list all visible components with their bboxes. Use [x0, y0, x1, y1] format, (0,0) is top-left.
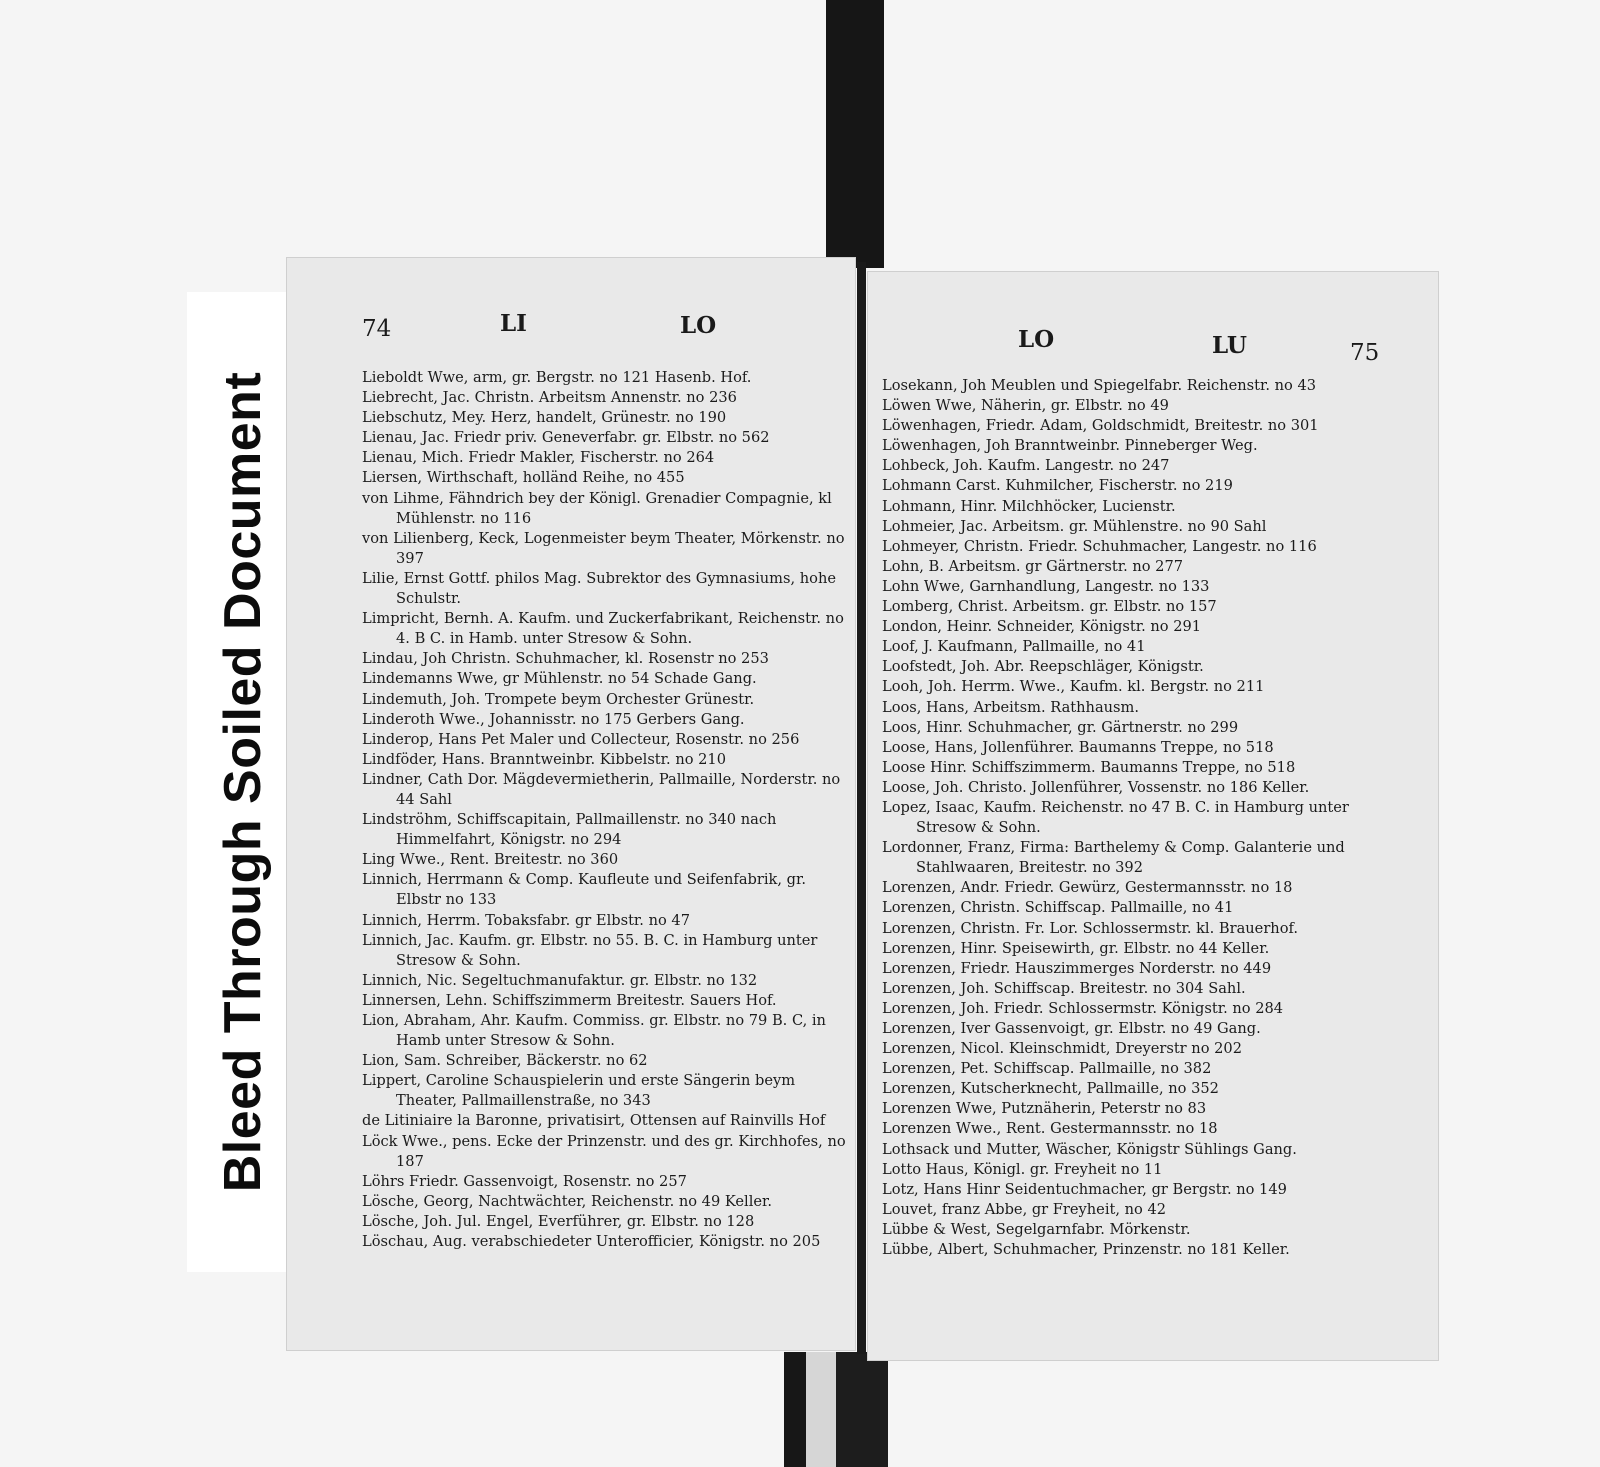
left-page-number: 74 [362, 316, 392, 342]
directory-entry: Lopez, Isaac, Kaufm. Reichenstr. no 47 B. C. in Hamburg unter Stresow & Sohn. [882, 798, 1349, 837]
directory-entry: Lindströhm, Schiffscapitain, Pallmaillenstr. no 340 nach Himmelfahrt, Königstr. no 294 [362, 811, 777, 849]
directory-entry: Losekann, Joh Meublen und Spiegelfabr. Reichenstr. no 43 [882, 377, 1317, 394]
directory-entry: Löwenhagen, Joh Branntweinbr. Pinneberger Weg. [882, 437, 1258, 455]
directory-entry: Löck Wwe., pens. Ecke der Prinzenstr. und des gr. Kirchhofes, no 187 [362, 1132, 846, 1170]
directory-entry: Lohbeck, Joh. Kaufm. Langestr. no 247 [882, 457, 1170, 475]
directory-entry: Lorenzen, Friedr. Hauszimmerges Norderstr. no 449 [882, 959, 1272, 977]
directory-entry: Lienau, Mich. Friedr Makler, Fischerstr. no 264 [362, 449, 715, 467]
directory-entry: Lorenzen, Kutscherknecht, Pallmaille, no 352 [882, 1080, 1219, 1098]
directory-entry: Loos, Hans, Arbeitsm. Rathhausm. [882, 698, 1140, 716]
directory-entry: Limpricht, Bernh. A. Kaufm. und Zuckerfabrikant, Reichenstr. no 4. B C. in Hamb. unter Stresow & Sohn. [362, 610, 844, 648]
left-header-right: LO [680, 312, 717, 339]
directory-entry: London, Heinr. Schneider, Königstr. no 291 [882, 618, 1202, 636]
directory-entry: Lotz, Hans Hinr Seidentuchmacher, gr Bergstr. no 149 [882, 1180, 1287, 1198]
book-gutter [857, 262, 866, 1354]
directory-entry: Lindau, Joh Christn. Schuhmacher, kl. Rosenstr no 253 [362, 650, 769, 668]
directory-entry: Lomberg, Christ. Arbeitsm. gr. Elbstr. no 157 [882, 598, 1217, 616]
directory-entry: Linnich, Jac. Kaufm. gr. Elbstr. no 55. B. C. in Hamburg unter Stresow & Sohn. [362, 931, 818, 969]
directory-entry: Ling Wwe., Rent. Breitestr. no 360 [362, 851, 619, 869]
directory-entry: Lohn, B. Arbeitsm. gr Gärtnerstr. no 277 [882, 557, 1184, 575]
directory-entry: Lohmeier, Jac. Arbeitsm. gr. Mühlenstre. no 90 Sahl [882, 517, 1267, 535]
directory-entry: de Litiniaire la Baronne, privatisirt, Ottensen auf Rainvills Hof [362, 1112, 826, 1130]
left-header-left: LI [500, 310, 527, 337]
directory-entry: Lorenzen Wwe, Putznäherin, Peterstr no 83 [882, 1100, 1207, 1118]
directory-entry: Lorenzen, Christn. Schiffscap. Pallmaille, no 41 [882, 899, 1234, 917]
directory-entry: Looh, Joh. Herrm. Wwe., Kaufm. kl. Bergstr. no 211 [882, 678, 1265, 696]
directory-entry: Löschau, Aug. verabschiedeter Unterofficier, Königstr. no 205 [362, 1233, 821, 1251]
directory-entry: Lorenzen, Pet. Schiffscap. Pallmaille, no 382 [882, 1060, 1212, 1078]
directory-entry: Liebrecht, Jac. Christn. Arbeitsm Annenstr. no 236 [362, 389, 737, 407]
directory-entry: Löwen Wwe, Näherin, gr. Elbstr. no 49 [882, 397, 1169, 415]
directory-entry: Löwenhagen, Friedr. Adam, Goldschmidt, Breitestr. no 301 [882, 417, 1319, 435]
directory-entry: Lippert, Caroline Schauspielerin und erste Sängerin beym Theater, Pallmaillenstraße, no 343 [362, 1072, 796, 1110]
directory-entry: von Lilienberg, Keck, Logenmeister beym Theater, Mörkenstr. no 397 [362, 529, 845, 567]
directory-entry: Linnich, Herrmann & Comp. Kaufleute und Seifenfabrik, gr. Elbstr no 133 [362, 871, 806, 909]
directory-entry: Lilie, Ernst Gottf. philos Mag. Subrektor des Gymnasiums, hohe Schulstr. [362, 569, 837, 608]
directory-entry: Lindemanns Wwe, gr Mühlenstr. no 54 Schade Gang. [362, 670, 757, 688]
directory-entry: Lienau, Jac. Friedr priv. Geneverfabr. gr. Elbstr. no 562 [362, 429, 770, 447]
right-page-entries [882, 376, 1375, 1260]
directory-entry: Lorenzen, Joh. Schiffscap. Breitestr. no 304 Sahl. [882, 979, 1246, 997]
directory-entry: Loose, Joh. Christo. Jollenführer, Vossenstr. no 186 Keller. [882, 778, 1310, 796]
directory-entry: Löhrs Friedr. Gassenvoigt, Rosenstr. no 257 [362, 1172, 687, 1190]
directory-entry: Lohn Wwe, Garnhandlung, Langestr. no 133 [882, 577, 1210, 595]
directory-entry: Linnich, Herrm. Tobaksfabr. gr Elbstr. no 47 [362, 911, 690, 929]
directory-entry: Loose Hinr. Schiffszimmerm. Baumanns Treppe, no 518 [882, 758, 1296, 776]
directory-entry: Lösche, Georg, Nachtwächter, Reichenstr. no 49 Keller. [362, 1192, 773, 1210]
directory-entry: Linderoth Wwe., Johannisstr. no 175 Gerbers Gang. [362, 710, 745, 728]
directory-entry: Linnersen, Lehn. Schiffszimmerm Breitestr. Sauers Hof. [362, 991, 777, 1009]
document-label-text: Bleed Through Soiled Document [214, 371, 272, 1193]
directory-entry: Lotto Haus, Königl. gr. Freyheit no 11 [882, 1160, 1163, 1178]
directory-entry: Linderop, Hans Pet Maler und Collecteur, Rosenstr. no 256 [362, 730, 800, 748]
directory-entry: Lieboldt Wwe, arm, gr. Bergstr. no 121 Hasenb. Hof. [362, 369, 752, 386]
directory-entry: Lübbe & West, Segelgarnfabr. Mörkenstr. [882, 1220, 1191, 1238]
directory-entry: Lorenzen, Nicol. Kleinschmidt, Dreyerstr no 202 [882, 1040, 1242, 1058]
directory-entry: Lindföder, Hans. Branntweinbr. Kibbelstr. no 210 [362, 750, 727, 768]
directory-entry: Linnich, Nic. Segeltuchmanufaktur. gr. Elbstr. no 132 [362, 971, 758, 989]
directory-entry: Louvet, franz Abbe, gr Freyheit, no 42 [882, 1200, 1167, 1218]
directory-entry: Loose, Hans, Jollenführer. Baumanns Treppe, no 518 [882, 738, 1274, 756]
directory-entry: Lordonner, Franz, Firma: Barthelemy & Comp. Galanterie und Stahlwaaren, Breitestr. no 392 [882, 839, 1345, 877]
directory-entry: Lösche, Joh. Jul. Engel, Everführer, gr. Elbstr. no 128 [362, 1212, 755, 1230]
directory-entry: Lorenzen Wwe., Rent. Gestermannsstr. no 18 [882, 1120, 1218, 1138]
directory-entry: Liebschutz, Mey. Herz, handelt, Grünestr. no 190 [362, 409, 727, 427]
directory-entry: von Lihme, Fähndrich bey der Königl. Grenadier Compagnie, kl Mühlenstr. no 116 [362, 489, 832, 527]
right-header-left: LO [1018, 326, 1055, 353]
directory-entry: Lohmann Carst. Kuhmilcher, Fischerstr. no 219 [882, 477, 1233, 495]
directory-entry: Lohmeyer, Christn. Friedr. Schuhmacher, Langestr. no 116 [882, 537, 1317, 555]
directory-entry: Lion, Abraham, Ahr. Kaufm. Commiss. gr. Elbstr. no 79 B. C, in Hamb unter Stresow & Sohn. [362, 1012, 826, 1050]
directory-entry: Lohmann, Hinr. Milchhöcker, Lucienstr. [882, 497, 1176, 515]
directory-entry: Lorenzen, Andr. Friedr. Gewürz, Gestermannsstr. no 18 [882, 879, 1293, 897]
right-header-right: LU [1212, 332, 1247, 359]
directory-entry: Lübbe, Albert, Schuhmacher, Prinzenstr. no 181 Keller. [882, 1241, 1290, 1259]
directory-entry: Loof, J. Kaufmann, Pallmaille, no 41 [882, 638, 1146, 656]
directory-entry: Lorenzen, Joh. Friedr. Schlossermstr. Königstr. no 284 [882, 999, 1284, 1017]
directory-entry: Lindemuth, Joh. Trompete beym Orchester Grünestr. [362, 690, 755, 708]
binding-spine-bottom [784, 1352, 888, 1467]
directory-entry: Lorenzen, Iver Gassenvoigt, gr. Elbstr. no 49 Gang. [882, 1020, 1261, 1037]
binding-spine-top [826, 0, 884, 268]
directory-entry: Liersen, Wirthschaft, holländ Reihe, no 455 [362, 469, 685, 487]
directory-entry: Lion, Sam. Schreiber, Bäckerstr. no 62 [362, 1052, 648, 1070]
right-page-number: 75 [1350, 340, 1380, 366]
directory-entry: Lindner, Cath Dor. Mägdevermietherin, Pallmaille, Norderstr. no 44 Sahl [362, 770, 841, 808]
directory-entry: Loofstedt, Joh. Abr. Reepschläger, Königstr. [882, 658, 1204, 676]
directory-entry: Lothsack und Mutter, Wäscher, Königstr Sühlings Gang. [882, 1140, 1297, 1158]
directory-entry: Lorenzen, Hinr. Speisewirth, gr. Elbstr. no 44 Keller. [882, 939, 1270, 957]
directory-entry: Lorenzen, Christn. Fr. Lor. Schlossermstr. kl. Brauerhof. [882, 919, 1298, 937]
directory-entry: Loos, Hinr. Schuhmacher, gr. Gärtnerstr. no 299 [882, 718, 1239, 736]
left-page-entries [362, 368, 848, 1252]
